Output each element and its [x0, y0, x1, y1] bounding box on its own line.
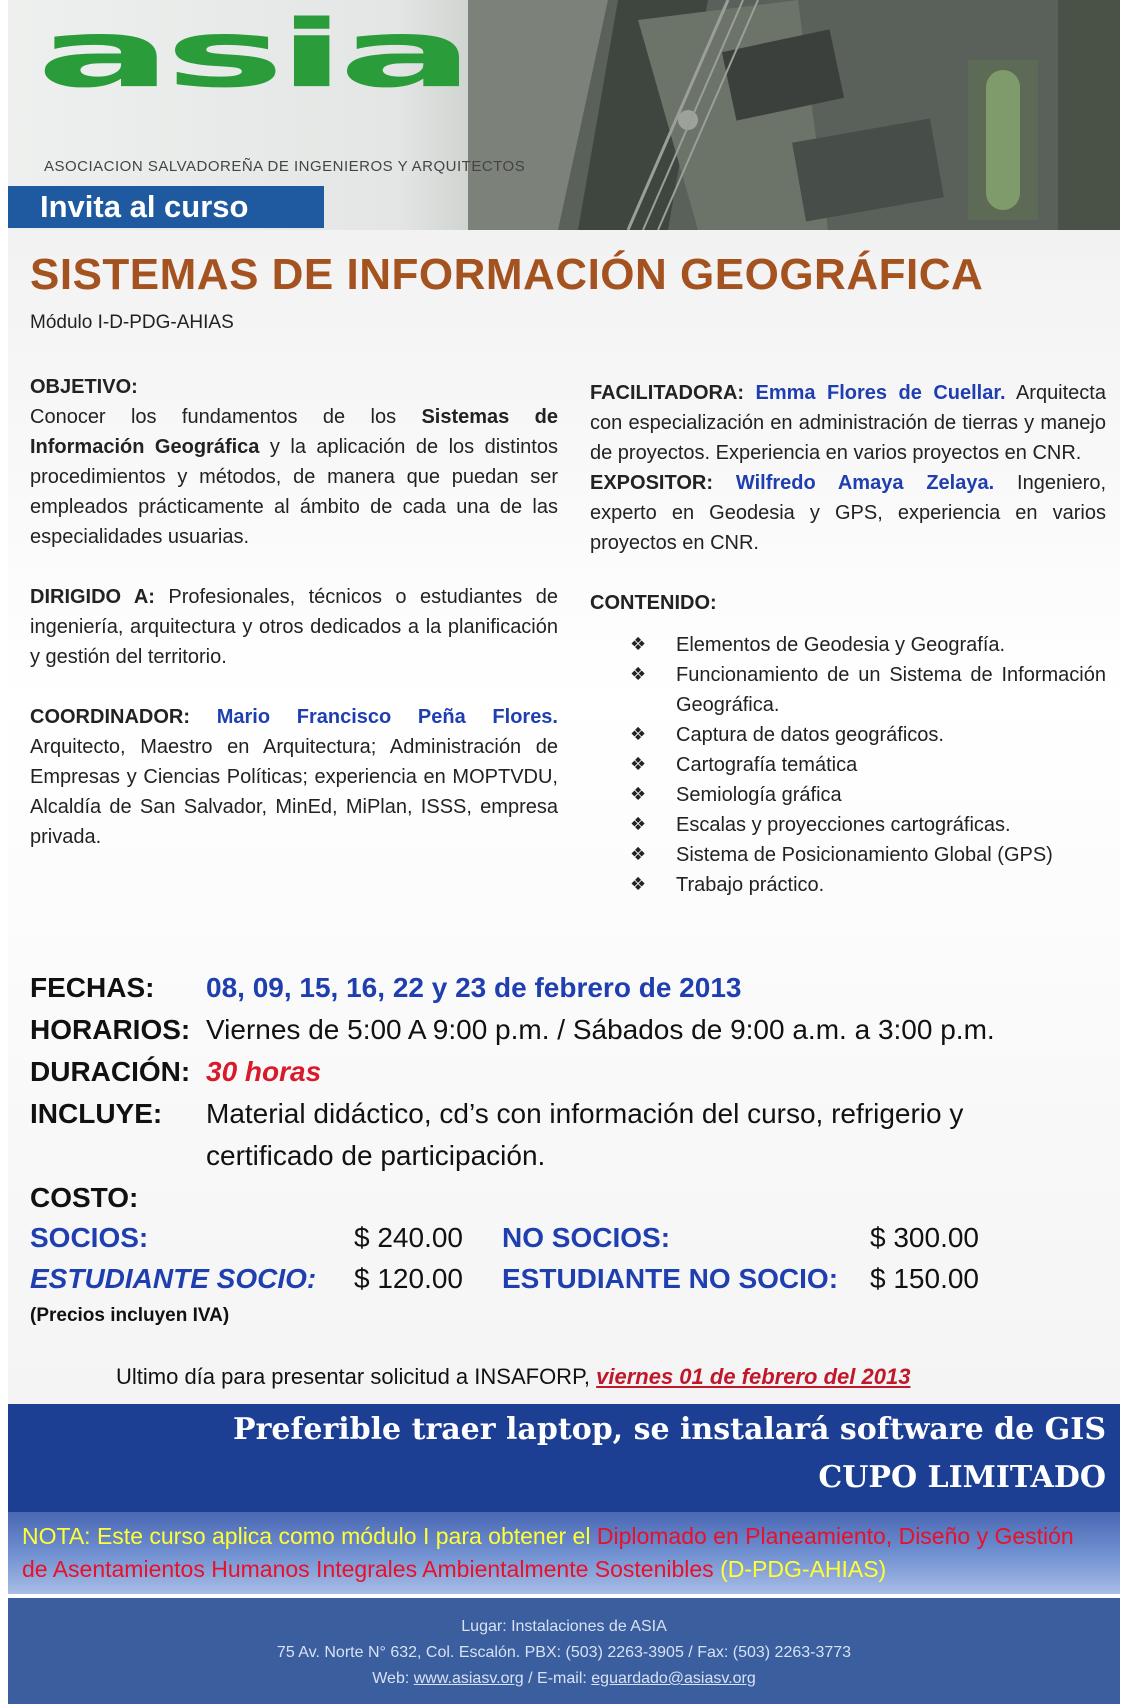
- banner-line-1: Preferible traer laptop, se instalará software de GIS: [233, 1412, 1106, 1447]
- nota-text-a: NOTA: Este curso aplica como módulo I para obtener el: [22, 1523, 597, 1549]
- aerial-photo: [468, 0, 1120, 230]
- socios-price: $ 240.00: [354, 1222, 463, 1253]
- left-column: [30, 372, 558, 852]
- email-link[interactable]: eguardado@asiasv.org: [591, 1670, 756, 1687]
- expositor-label: EXPOSITOR:: [590, 472, 713, 494]
- facilitadora-text: Arquitecta con especialización en administración de tierras y manejo de proyectos. Experiencia en varios proyectos en CNR.: [590, 382, 1106, 464]
- nota-text: [22, 1520, 1102, 1586]
- coordinador-paragraph: [30, 702, 558, 852]
- objetivo-text: [30, 402, 558, 552]
- facilitadora-paragraph: [590, 378, 1106, 468]
- incluye-value-2: certificado de participación.: [206, 1140, 546, 1171]
- no-socios-label: NO SOCIOS:: [502, 1222, 671, 1253]
- coordinador-text: Arquitecto, Maestro en Arquitectura; Administración de Empresas y Ciencias Políticas; experiencia en MOPTVDU, Alcaldía de San Salvador, MinEd, MiPlan, ISSS, empresa privada.: [30, 736, 558, 848]
- list-item: ❖ Elementos de Geodesia y Geografía.: [630, 630, 1106, 660]
- objetivo-bold: Sistemas de Información Geográfica: [30, 406, 558, 458]
- invite-badge: Invita al curso: [8, 186, 324, 228]
- coordinador-name: Mario Francisco Peña Flores.: [190, 706, 558, 728]
- banner-line-2: CUPO LIMITADO: [818, 1460, 1106, 1495]
- asia-logo: asia: [36, 0, 467, 109]
- incluye-label: INCLUYE:: [30, 1098, 163, 1129]
- no-socios-price: $ 300.00: [870, 1222, 979, 1253]
- objetivo-text-1: Conocer los fundamentos de los: [30, 406, 422, 428]
- list-item: ❖ Trabajo práctico.: [630, 870, 1106, 900]
- expositor-text: Ingeniero, experto en Geodesia y GPS, experiencia en varios proyectos en CNR.: [590, 472, 1106, 554]
- objetivo-text-2: y la aplicación de los distintos procedimientos y métodos, de manera que puedan ser empleados prácticamente al ámbito de cada una de las especialidades usuarias.: [30, 436, 558, 548]
- list-item: ❖ Captura de datos geográficos.: [630, 720, 1106, 750]
- facilitadora-label: FACILITADORA:: [590, 382, 745, 404]
- estudiante-no-socio-price: $ 150.00: [870, 1263, 979, 1294]
- nota-box: [8, 1512, 1120, 1594]
- price-note: (Precios incluyen IVA): [30, 1305, 230, 1326]
- footer-contact: [8, 1666, 1120, 1692]
- deadline-text: Ultimo día para presentar solicitud a INSAFORP,: [116, 1364, 597, 1389]
- dirigido-paragraph: [30, 582, 558, 672]
- course-module: Módulo I-D-PDG-AHIAS: [30, 312, 234, 333]
- org-name: ASOCIACION SALVADOREÑA DE INGENIEROS Y ARQUITECTOS: [44, 158, 526, 175]
- objetivo-label: OBJETIVO:: [30, 376, 138, 398]
- estudiante-socio-label: ESTUDIANTE SOCIO:: [30, 1263, 317, 1294]
- duracion-value: 30 horas: [206, 1056, 322, 1087]
- website-link[interactable]: www.asiasv.org: [413, 1670, 524, 1687]
- deadline-date: viernes 01 de febrero del 2013: [596, 1364, 911, 1389]
- list-item: ❖ Cartografía temática: [630, 750, 1106, 780]
- costo-label: COSTO:: [30, 1182, 139, 1213]
- footer-lugar: Lugar: Instalaciones de ASIA: [461, 1618, 667, 1635]
- duracion-label: DURACIÓN:: [30, 1056, 191, 1087]
- right-column: [590, 378, 1106, 900]
- web-label: Web:: [372, 1670, 414, 1687]
- expositor-paragraph: [590, 468, 1106, 558]
- estudiante-no-socio-label: ESTUDIANTE NO SOCIO:: [502, 1263, 839, 1294]
- nota-diplomado: Diplomado en Planeamiento, Diseño y Gestión de Asentamientos Humanos Integrales Ambientalmente Sostenibles: [22, 1523, 1074, 1582]
- course-title: SISTEMAS DE INFORMACIÓN GEOGRÁFICA: [30, 250, 984, 299]
- incluye-value-1: Material didáctico, cd’s con información del curso, refrigerio y: [206, 1098, 964, 1129]
- list-item: ❖ Funcionamiento de un Sistema de Información Geográfica.: [630, 660, 1106, 720]
- facilitadora-name: Emma Flores de Cuellar.: [744, 382, 1006, 404]
- estudiante-socio-price: $ 120.00: [354, 1263, 463, 1294]
- dirigido-text: Profesionales, técnicos o estudiantes de ingeniería, arquitectura y otros dedicados a la planificación y gestión del territorio.: [30, 586, 558, 668]
- laptop-banner: [8, 1404, 1120, 1512]
- dirigido-label: DIRIGIDO A:: [30, 586, 155, 608]
- contenido-label: CONTENIDO:: [590, 592, 717, 614]
- fechas-value: 08, 09, 15, 16, 22 y 23 de febrero de 2013: [206, 972, 742, 1003]
- coordinador-label: COORDINADOR:: [30, 706, 190, 728]
- email-label: / E-mail:: [523, 1670, 592, 1687]
- deadline: [116, 1364, 910, 1390]
- horarios-label: HORARIOS:: [30, 1014, 191, 1045]
- socios-label: SOCIOS:: [30, 1222, 149, 1253]
- footer: [8, 1598, 1120, 1704]
- list-item: ❖ Semiología gráfica: [630, 780, 1106, 810]
- expositor-name: Wilfredo Amaya Zelaya.: [713, 472, 995, 494]
- contenido-list: [630, 630, 1106, 900]
- nota-text-c: (D-PDG-AHIAS): [713, 1556, 887, 1582]
- footer-address: 75 Av. Norte N° 632, Col. Escalón. PBX: (503) 2263-3905 / Fax: (503) 2263-3773: [276, 1644, 852, 1661]
- list-item: ❖ Escalas y proyecciones cartográficas.: [630, 810, 1106, 840]
- horarios-value: Viernes de 5:00 A 9:00 p.m. / Sábados de 9:00 a.m. a 3:00 p.m.: [206, 1014, 995, 1045]
- fechas-label: FECHAS:: [30, 972, 155, 1003]
- list-item: ❖ Sistema de Posicionamiento Global (GPS): [630, 840, 1106, 870]
